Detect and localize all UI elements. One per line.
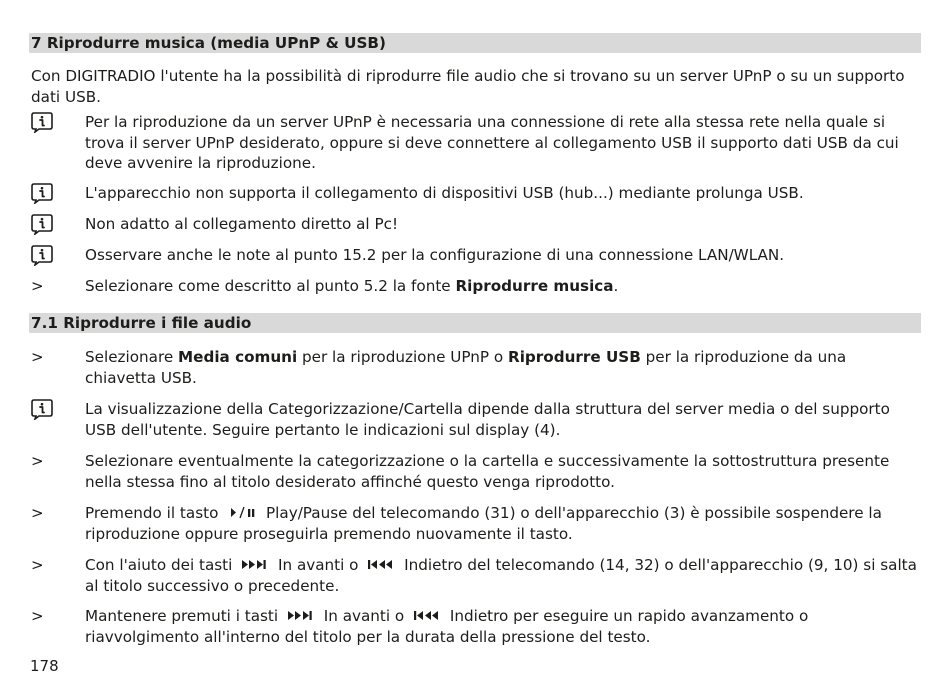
step-text: Mantenere premuti i tasti In avanti o Indietro per eseguire un rapido avanzamento o riavvolgimento all'interno del titolo per la durata della pressione del testo. bbox=[85, 607, 809, 646]
step-select-folder bbox=[31, 451, 921, 492]
info-note-text: La visualizzazione della Categorizzazione/Cartella dipende dalla struttura del server media o del supporto USB dell'utente. Seguire pertanto le indicazioni sul display (4). bbox=[85, 400, 890, 439]
step-text: Selezionare Media comuni per la riproduzione UPnP o Riprodurre USB per la riproduzione da una chiavetta USB. bbox=[85, 348, 847, 387]
backward-icon bbox=[411, 609, 443, 622]
info-note-lan bbox=[31, 245, 921, 266]
step-text: Con l'aiuto dei tasti In avanti o Indietro del telecomando (14, 32) o dell'apparecchio (9, 10) si salta al titolo successivo o precedente. bbox=[85, 556, 917, 595]
step-marker: > bbox=[31, 348, 44, 366]
info-note-text: Osservare anche le note al punto 15.2 per la configurazione di una connessione LAN/WLAN. bbox=[85, 246, 785, 264]
step-select-media bbox=[31, 347, 921, 388]
step-text: Selezionare eventualmente la categorizzazione o la cartella e successivamente la sottostruttura presente nella stessa fino al titolo desiderato affinché questo venga riprodotto. bbox=[85, 452, 890, 491]
forward-icon bbox=[285, 609, 317, 622]
intro-paragraph: Con DIGITRADIO l'utente ha la possibilità di riprodurre file audio che si trovano su un server UPnP o su un supporto dati USB. bbox=[31, 67, 905, 106]
info-note-upnp bbox=[31, 112, 921, 174]
backward-icon bbox=[365, 558, 397, 571]
play-pause-icon bbox=[225, 506, 259, 519]
step-marker: > bbox=[31, 452, 44, 470]
step-play-pause bbox=[31, 503, 921, 544]
page-number: 178 bbox=[30, 657, 59, 675]
info-note-display bbox=[31, 399, 921, 440]
info-note-text: Per la riproduzione da un server UPnP è necessaria una connessione di rete alla stessa rete nella quale si trova il server UPnP desiderato, oppure si deve connettere al collegamento USB il supporto dati USB da cui deve avvenire la riproduzione. bbox=[85, 113, 899, 172]
info-note-text: L'apparecchio non supporta il collegamento di dispositivi USB (hub...) mediante prolunga USB. bbox=[85, 184, 804, 202]
info-icon bbox=[30, 244, 54, 266]
step-text: Selezionare come descritto al punto 5.2 la fonte Riprodurre musica. bbox=[85, 277, 619, 295]
step-marker: > bbox=[31, 504, 44, 522]
step-fast-seek bbox=[31, 606, 921, 647]
section-heading-7-1: 7.1 Riprodurre i file audio bbox=[29, 313, 921, 333]
info-note-pc bbox=[31, 214, 921, 235]
section-heading-7: 7 Riprodurre musica (media UPnP & USB) bbox=[29, 33, 921, 53]
step-skip-track bbox=[31, 555, 921, 596]
forward-icon bbox=[239, 558, 271, 571]
step-marker: > bbox=[31, 607, 44, 625]
step-select-source bbox=[31, 276, 921, 297]
info-icon bbox=[30, 398, 54, 420]
info-note-text: Non adatto al collegamento diretto al Pc! bbox=[85, 215, 399, 233]
step-marker: > bbox=[31, 277, 44, 295]
info-icon bbox=[30, 111, 54, 133]
info-icon bbox=[30, 213, 54, 235]
step-marker: > bbox=[31, 556, 44, 574]
info-note-hub bbox=[31, 183, 921, 204]
info-icon bbox=[30, 182, 54, 204]
step-text: Premendo il tasto Play/Pause del telecomando (31) o dell'apparecchio (3) è possibile sospendere la riproduzione oppure proseguirla premendo nuovamente il tasto. bbox=[85, 504, 882, 543]
